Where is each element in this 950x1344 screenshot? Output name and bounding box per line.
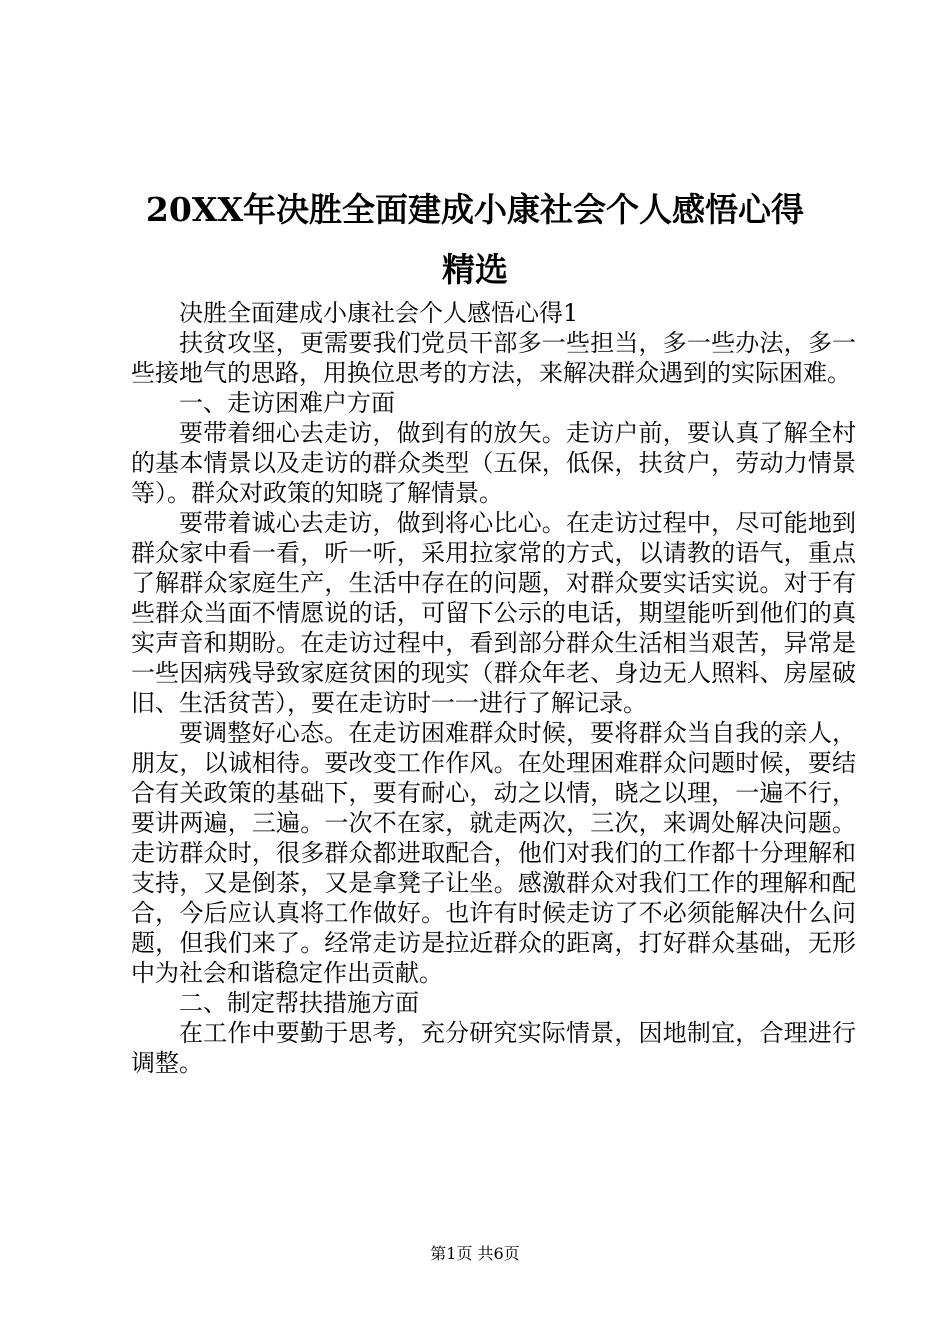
document-title: 20XX年决胜全面建成小康社会个人感悟心得 — [145, 190, 805, 229]
paragraph: 在工作中要勤于思考，充分研究实际情景，因地制宜，合理进行调整。 — [131, 1019, 856, 1077]
section-heading: 决胜全面建成小康社会个人感悟心得1 — [179, 299, 579, 327]
document-title-continued: 精选 — [442, 250, 508, 289]
paragraph: 要调整好心态。在走访困难群众时候，要将群众当自我的亲人，朋友，以诚相待。要改变工作作风。在处理困难群众问题时候，要结合有关政策的基础下，要有耐心，动之以情，晓之以理，一遍不行，要讲两遍，三遍。一次不在家，就走两次，三次，来调处解决问题。走访群众时，很多群众都进取配合，他们对我们的工作都十分理解和支持，又是倒茶，又是拿凳子让坐。感激群众对我们工作的理解和配合，今后应认真将工作做好。也许有时候走访了不必须能解决什么问题，但我们来了。经常走访是拉近群众的距离，打好群众基础，无形中为社会和谐稳定作出贡献。 — [131, 719, 856, 987]
subsection-heading: 一、走访困难户方面 — [179, 389, 395, 417]
paragraph: 要带着诚心去走访，做到将心比心。在走访过程中，尽可能地到群众家中看一看，听一听，采用拉家常的方式，以请教的语气，重点了解群众家庭生产，生活中存在的问题，对群众要实话实说。对于有些群众当面不情愿说的话，可留下公示的电话，期望能听到他们的真实声音和期盼。在走访过程中，看到部分群众生活相当艰苦，异常是一些因病残导致家庭贫困的现实（群众年老、身边无人照料、房屋破旧、生活贫苦），要在走访时一一进行了解记录。 — [131, 509, 856, 717]
paragraph: 要带着细心去走访，做到有的放矢。走访户前，要认真了解全村的基本情景以及走访的群众类型（五保，低保，扶贫户，劳动力情景等）。群众对政策的知晓了解情景。 — [131, 419, 856, 507]
page-footer: 第1页 共6页 — [430, 1244, 520, 1263]
subsection-heading: 二、制定帮扶措施方面 — [179, 989, 419, 1017]
document-body — [131, 298, 856, 1078]
paragraph: 扶贫攻坚，更需要我们党员干部多一些担当，多一些办法，多一些接地气的思路，用换位思考的方法，来解决群众遇到的实际困难。 — [131, 329, 856, 387]
